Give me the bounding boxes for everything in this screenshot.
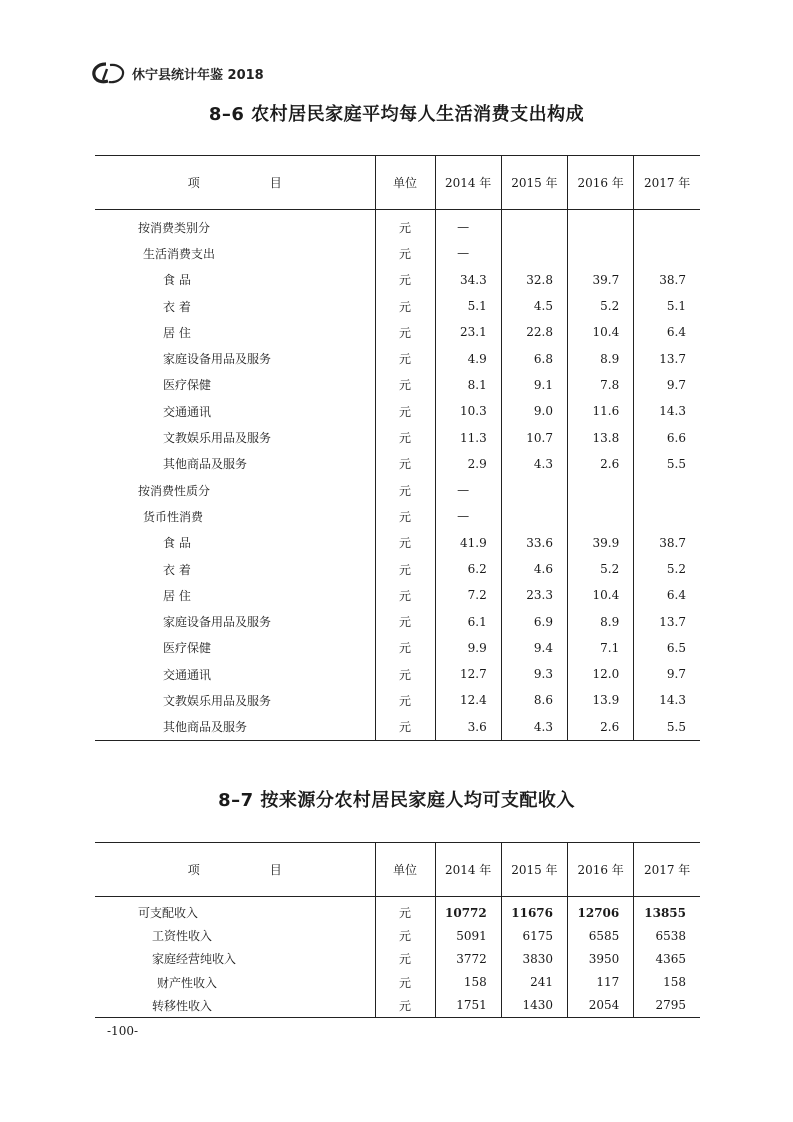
table-row <box>95 971 700 994</box>
cell-value: 22.8 <box>501 319 567 345</box>
column-header-year: 2015 年 <box>501 843 567 897</box>
cell-value: 6.9 <box>501 608 567 634</box>
cell-value: 11676 <box>501 897 567 925</box>
row-label: 交通通讯 <box>163 667 212 682</box>
cell-value: 6.8 <box>501 345 567 371</box>
cell-value: 14.3 <box>634 687 700 713</box>
cell-value <box>568 503 634 529</box>
column-header-unit: 单位 <box>375 156 435 210</box>
row-label: 食 品 <box>163 536 191 551</box>
cell-value: 8.1 <box>435 372 501 398</box>
row-unit: 元 <box>375 240 435 266</box>
row-unit: 元 <box>375 947 435 970</box>
cell-value: 13855 <box>634 897 700 925</box>
cell-value: 12.0 <box>568 661 634 687</box>
income-table <box>95 842 700 1018</box>
table-row <box>95 994 700 1018</box>
column-header-year: 2016 年 <box>568 156 634 210</box>
cell-value: 7.8 <box>568 372 634 398</box>
row-unit: 元 <box>375 608 435 634</box>
cell-value: 6.5 <box>634 635 700 661</box>
row-unit: 元 <box>375 714 435 741</box>
cell-value: 241 <box>501 971 567 994</box>
row-label: 家庭经营纯收入 <box>152 952 237 967</box>
row-unit: 元 <box>375 293 435 319</box>
cell-value: 6.4 <box>634 582 700 608</box>
page-number: -100- <box>107 1024 139 1038</box>
row-label: 医疗保健 <box>163 378 212 393</box>
column-header-year: 2017 年 <box>634 156 700 210</box>
row-label: 生活消费支出 <box>143 246 216 261</box>
cell-value: 2054 <box>568 994 634 1018</box>
column-header-item: 项 目 <box>95 156 375 210</box>
cell-value: 38.7 <box>634 530 700 556</box>
cell-value: 5091 <box>435 924 501 947</box>
table1-title: 8–6 农村居民家庭平均每人生活消费支出构成 <box>208 104 585 125</box>
table-row <box>95 319 700 345</box>
cell-value: 6538 <box>634 924 700 947</box>
cell-value <box>634 210 700 241</box>
consumption-table <box>95 155 700 741</box>
row-label: 交通通讯 <box>163 404 212 419</box>
table-row <box>95 345 700 371</box>
row-unit: 元 <box>375 210 435 241</box>
cell-value: 11.6 <box>568 398 634 424</box>
row-label: 衣 着 <box>163 562 191 577</box>
row-label: 医疗保健 <box>163 641 212 656</box>
cell-value: — <box>435 240 501 266</box>
row-unit: 元 <box>375 661 435 687</box>
cell-value: 10.4 <box>568 582 634 608</box>
row-label: 居 住 <box>163 325 191 340</box>
cell-value: 4.9 <box>435 345 501 371</box>
column-header-year: 2014 年 <box>435 156 501 210</box>
column-header-year: 2016 年 <box>568 843 634 897</box>
row-unit: 元 <box>375 897 435 925</box>
cell-value: 8.9 <box>568 608 634 634</box>
column-header-year: 2017 年 <box>634 843 700 897</box>
cell-value: 5.1 <box>435 293 501 319</box>
cell-value: 33.6 <box>501 530 567 556</box>
cell-value: 1430 <box>501 994 567 1018</box>
cell-value: 3.6 <box>435 714 501 741</box>
cell-value: 5.2 <box>568 293 634 319</box>
row-label: 居 住 <box>163 588 191 603</box>
cell-value: 9.7 <box>634 372 700 398</box>
row-label: 其他商品及服务 <box>163 720 248 735</box>
cell-value <box>568 477 634 503</box>
cell-value: 34.3 <box>435 267 501 293</box>
cell-value: 9.0 <box>501 398 567 424</box>
cell-value: 14.3 <box>634 398 700 424</box>
cell-value: 13.7 <box>634 345 700 371</box>
row-unit: 元 <box>375 477 435 503</box>
cell-value: 5.5 <box>634 714 700 741</box>
cell-value: 7.1 <box>568 635 634 661</box>
cell-value: 10772 <box>435 897 501 925</box>
cell-value: 1751 <box>435 994 501 1018</box>
cell-value <box>568 240 634 266</box>
table-row <box>95 398 700 424</box>
row-label: 按消费性质分 <box>138 483 211 498</box>
cell-value: 7.2 <box>435 582 501 608</box>
cell-value: 5.2 <box>568 556 634 582</box>
cell-value: 9.1 <box>501 372 567 398</box>
row-label: 其他商品及服务 <box>163 457 248 472</box>
row-label: 食 品 <box>163 273 191 288</box>
cell-value: 4.5 <box>501 293 567 319</box>
cell-value: 6175 <box>501 924 567 947</box>
row-label: 按消费类别分 <box>138 220 211 235</box>
cell-value: 13.7 <box>634 608 700 634</box>
table-row <box>95 267 700 293</box>
row-label: 衣 着 <box>163 299 191 314</box>
cell-value <box>501 477 567 503</box>
cell-value: 117 <box>568 971 634 994</box>
row-label: 工资性收入 <box>152 929 213 944</box>
cell-value: 12.4 <box>435 687 501 713</box>
row-label: 家庭设备用品及服务 <box>163 615 272 630</box>
table-row <box>95 897 700 925</box>
table-row <box>95 210 700 241</box>
cell-value: 6.4 <box>634 319 700 345</box>
row-label: 文教娱乐用品及服务 <box>163 693 272 708</box>
table-row <box>95 556 700 582</box>
cell-value <box>501 210 567 241</box>
cell-value: 6.1 <box>435 608 501 634</box>
cell-value: 8.6 <box>501 687 567 713</box>
cell-value: 32.8 <box>501 267 567 293</box>
cell-value: 2.6 <box>568 714 634 741</box>
cell-value: 9.4 <box>501 635 567 661</box>
header-title: 休宁县统计年鉴 2018 <box>132 67 264 83</box>
cell-value: 41.9 <box>435 530 501 556</box>
cell-value: 2.9 <box>435 451 501 477</box>
cell-value: 12706 <box>568 897 634 925</box>
row-unit: 元 <box>375 556 435 582</box>
column-header-year: 2015 年 <box>501 156 567 210</box>
table-row <box>95 424 700 450</box>
cell-value: 5.5 <box>634 451 700 477</box>
table-row <box>95 947 700 970</box>
cell-value: 5.2 <box>634 556 700 582</box>
table-header-row <box>95 156 700 210</box>
table-row <box>95 240 700 266</box>
cell-value: 2.6 <box>568 451 634 477</box>
cell-value: 4.6 <box>501 556 567 582</box>
row-unit: 元 <box>375 687 435 713</box>
row-unit: 元 <box>375 924 435 947</box>
row-unit: 元 <box>375 424 435 450</box>
cell-value: 13.9 <box>568 687 634 713</box>
cell-value: 4.3 <box>501 714 567 741</box>
cell-value <box>501 503 567 529</box>
cell-value: 23.1 <box>435 319 501 345</box>
table-header-row <box>95 843 700 897</box>
cell-value: 11.3 <box>435 424 501 450</box>
column-header-item: 项 目 <box>95 843 375 897</box>
table-row <box>95 687 700 713</box>
table-row <box>95 608 700 634</box>
row-unit: 元 <box>375 971 435 994</box>
table-row <box>95 635 700 661</box>
row-unit: 元 <box>375 994 435 1018</box>
row-label: 可支配收入 <box>138 906 199 921</box>
row-label: 货币性消费 <box>143 509 204 524</box>
row-unit: 元 <box>375 530 435 556</box>
row-unit: 元 <box>375 398 435 424</box>
cell-value: 10.7 <box>501 424 567 450</box>
cell-value: 3830 <box>501 947 567 970</box>
cell-value: 3772 <box>435 947 501 970</box>
yearbook-logo-icon <box>92 61 126 85</box>
column-header-unit: 单位 <box>375 843 435 897</box>
cell-value: 6.2 <box>435 556 501 582</box>
cell-value: 39.7 <box>568 267 634 293</box>
table-row <box>95 924 700 947</box>
table-row <box>95 661 700 687</box>
table-row <box>95 372 700 398</box>
cell-value: — <box>435 503 501 529</box>
row-label: 转移性收入 <box>152 998 213 1013</box>
table2-title: 8–7 按来源分农村居民家庭人均可支配收入 <box>218 790 575 811</box>
row-unit: 元 <box>375 345 435 371</box>
table-row <box>95 293 700 319</box>
cell-value: 9.7 <box>634 661 700 687</box>
table-row <box>95 530 700 556</box>
row-label: 财产性收入 <box>157 975 218 990</box>
cell-value: 2795 <box>634 994 700 1018</box>
running-header <box>92 60 264 86</box>
cell-value <box>568 210 634 241</box>
cell-value: 3950 <box>568 947 634 970</box>
row-unit: 元 <box>375 319 435 345</box>
cell-value <box>634 240 700 266</box>
cell-value: — <box>435 210 501 241</box>
cell-value: 23.3 <box>501 582 567 608</box>
cell-value: 5.1 <box>634 293 700 319</box>
cell-value: 10.4 <box>568 319 634 345</box>
row-unit: 元 <box>375 582 435 608</box>
row-unit: 元 <box>375 451 435 477</box>
cell-value: 13.8 <box>568 424 634 450</box>
row-unit: 元 <box>375 503 435 529</box>
row-unit: 元 <box>375 267 435 293</box>
cell-value: 4.3 <box>501 451 567 477</box>
cell-value: 9.9 <box>435 635 501 661</box>
cell-value: 12.7 <box>435 661 501 687</box>
cell-value: — <box>435 477 501 503</box>
cell-value <box>634 477 700 503</box>
cell-value: 4365 <box>634 947 700 970</box>
cell-value: 38.7 <box>634 267 700 293</box>
row-label: 家庭设备用品及服务 <box>163 352 272 367</box>
cell-value: 10.3 <box>435 398 501 424</box>
table-row <box>95 582 700 608</box>
cell-value: 158 <box>435 971 501 994</box>
row-unit: 元 <box>375 635 435 661</box>
cell-value: 39.9 <box>568 530 634 556</box>
cell-value: 6585 <box>568 924 634 947</box>
cell-value <box>501 240 567 266</box>
table-row <box>95 503 700 529</box>
table-row <box>95 477 700 503</box>
cell-value: 9.3 <box>501 661 567 687</box>
table-row <box>95 714 700 741</box>
row-unit: 元 <box>375 372 435 398</box>
cell-value: 8.9 <box>568 345 634 371</box>
column-header-year: 2014 年 <box>435 843 501 897</box>
cell-value: 158 <box>634 971 700 994</box>
table-row <box>95 451 700 477</box>
cell-value: 6.6 <box>634 424 700 450</box>
row-label: 文教娱乐用品及服务 <box>163 431 272 446</box>
cell-value <box>634 503 700 529</box>
